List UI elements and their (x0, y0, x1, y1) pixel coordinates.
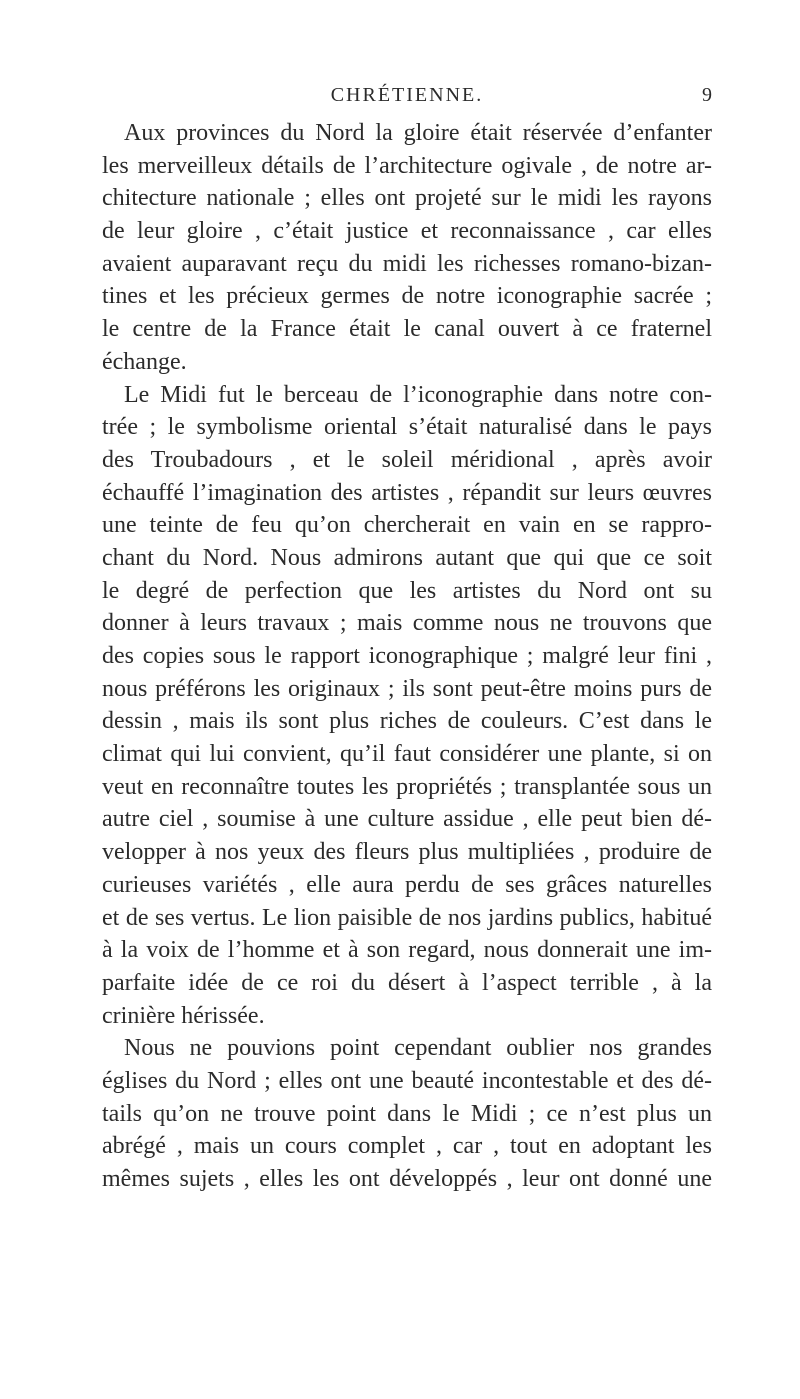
text-line: veut en reconnaître toutes les propriétés ; transplantée sous un (102, 773, 712, 800)
text-line: les merveilleux détails de l’architecture ogivale , de notre ar- (102, 152, 712, 179)
text-line: de leur gloire , c’était justice et reconnaissance , car elles (102, 218, 712, 245)
text-line: donner à leurs travaux ; mais comme nous ne trouvons que (102, 610, 712, 637)
text-line: velopper à nos yeux des fleurs plus multipliées , produire de (102, 839, 712, 866)
text-line: le degré de perfection que les artistes du Nord ont su (102, 577, 712, 604)
text-line: à la voix de l’homme et à son regard, nous donnerait une im- (102, 937, 712, 964)
text-line: le centre de la France était le canal ouvert à ce fraternel (102, 316, 712, 343)
text-line: Le Midi fut le berceau de l’iconographie dans notre con- (124, 381, 712, 408)
text-line: tails qu’on ne trouve point dans le Midi ; ce n’est plus un (102, 1100, 712, 1127)
running-head: CHRÉTIENNE. (330, 84, 484, 106)
text-line: climat qui lui convient, qu’il faut considérer une plante, si on (102, 741, 712, 768)
text-line: mêmes sujets , elles les ont développés , leur ont donné une (102, 1166, 712, 1192)
text-line: une teinte de feu qu’on chercherait en vain en se rappro- (102, 512, 712, 539)
page-number: 9 (702, 84, 712, 106)
text-line: églises du Nord ; elles ont une beauté incontestable et des dé- (102, 1067, 712, 1094)
text-line: crinière hérissée. (102, 1002, 265, 1029)
text-line: échauffé l’imagination des artistes , répandit sur leurs œuvres (102, 479, 712, 506)
text-line: autre ciel , soumise à une culture assidue , elle peut bien dé- (102, 806, 712, 833)
body-text (102, 117, 712, 1196)
text-line: nous préférons les originaux ; ils sont peut-être moins purs de (102, 675, 712, 702)
text-line: chant du Nord. Nous admirons autant que qui que ce soit (102, 544, 712, 571)
text-line: Aux provinces du Nord la gloire était réservée d’enfanter (124, 120, 712, 146)
text-line: dessin , mais ils sont plus riches de couleurs. C’est dans le (102, 708, 712, 735)
text-line: avaient auparavant reçu du midi les richesses romano-bizan- (102, 250, 712, 277)
text-line: et de ses vertus. Le lion paisible de nos jardins publics, habitué (102, 904, 712, 931)
text-line: trée ; le symbolisme oriental s’était naturalisé dans le pays (102, 414, 712, 441)
text-line: curieuses variétés , elle aura perdu de ses grâces naturelles (102, 871, 712, 898)
page-header (102, 84, 712, 116)
text-line: des Troubadours , et le soleil méridional , après avoir (102, 446, 712, 473)
text-line: tines et les précieux germes de notre iconographie sacrée ; (102, 283, 712, 310)
text-line: abrégé , mais un cours complet , car , tout en adoptant les (102, 1133, 712, 1160)
text-line: chitecture nationale ; elles ont projeté sur le midi les rayons (102, 185, 712, 212)
text-line: échange. (102, 348, 187, 375)
text-line: des copies sous le rapport iconographique ; malgré leur fini , (102, 643, 712, 669)
text-line: parfaite idée de ce roi du désert à l’aspect terrible , à la (102, 969, 712, 996)
text-line: Nous ne pouvions point cependant oublier nos grandes (124, 1035, 712, 1062)
